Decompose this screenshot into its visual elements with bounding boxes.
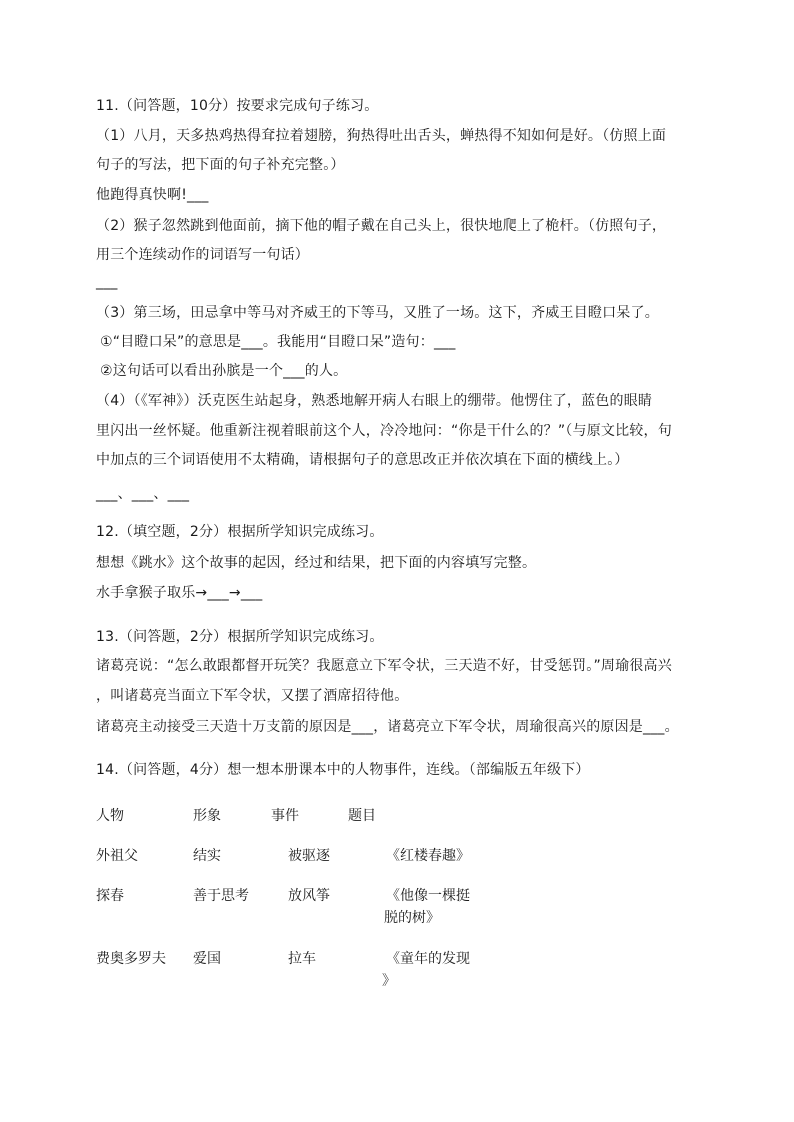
q14-row2-title-line2: 脱的树》 — [384, 910, 440, 926]
q14-header: 14.（问答题，4分）想一想本册课本中的人物事件，连线。（部编版五年级下） — [96, 762, 590, 778]
q14-row2-title-line1: 《他像一棵挺 — [386, 888, 470, 904]
q11-header: 11.（问答题，10分）按要求完成句子练习。 — [96, 98, 379, 114]
q14-row3-image: 爱国 — [193, 951, 221, 967]
q13-line2: ，叫诸葛亮当面立下军令状，又摆了酒席招待他。 — [96, 688, 409, 704]
q11-part3-sub2: ②这句话可以看出孙膑是一个___的人。 — [100, 363, 348, 379]
q14-col-event: 事件 — [271, 808, 299, 824]
q11-part3-line1: （3）第三场，田忌拿中等马对齐威王的下等马，又胜了一场。这下，齐威王目瞪口呆了。 — [96, 305, 659, 321]
q11-part2-line1: （2）猴子忽然跳到他面前，摘下他的帽子戴在自己头上，很快地爬上了桅杆。（仿照句子， — [96, 218, 667, 234]
q14-row3-event: 拉车 — [288, 951, 316, 967]
q13-line1: 诸葛亮说：“怎么敢跟都督开玩笑？我愿意立下军令状，三天造不好，甘受惩罚。”周瑜很高兴 — [96, 658, 672, 674]
q12-header: 12.（填空题，2分）根据所学知识完成练习。 — [96, 524, 384, 540]
q14-row3-title-line2: 》 — [382, 973, 396, 989]
q11-part4-blanks: ___、___、___ — [96, 486, 190, 502]
q14-col-person: 人物 — [96, 808, 124, 824]
q14-row1-title: 《红楼春趣》 — [386, 848, 470, 864]
q11-part4-line3: 中加点的三个词语使用不太精确，请根据句子的意思改正并依次填在下面的横线上。） — [96, 452, 629, 468]
q14-row3-title-line1: 《童年的发现 — [386, 951, 470, 967]
q14-row1-event: 被驱逐 — [288, 848, 330, 864]
q14-row2-image: 善于思考 — [193, 888, 249, 904]
q13-header: 13.（问答题，2分）根据所学知识完成练习。 — [96, 629, 384, 645]
q14-col-title: 题目 — [348, 808, 376, 824]
q11-part1-line1: （1）八月，天多热鸡热得耷拉着翅膀，狗热得吐出舌头，蝉热得不知如何是好。（仿照上面 — [96, 128, 667, 144]
q14-row2-person: 探春 — [96, 888, 124, 904]
q11-part4-line1: （4）（《军神》）沃克医生站起身，熟悉地解开病人右眼上的绷带。他愣住了，蓝色的眼睛 — [96, 393, 653, 409]
q14-row1-image: 结实 — [193, 848, 221, 864]
q11-part4-line2: 里闪出一丝怀疑。他重新注视着眼前这个人，冷冷地问：“你是干什么的？”（与原文比较，句 — [96, 423, 672, 439]
q11-part3-sub1: ①“目瞪口呆”的意思是___。我能用“目瞪口呆”造句：___ — [100, 334, 456, 350]
q11-part1-blank: 他跑得真快啊!___ — [96, 187, 209, 203]
q11-part1-line2: 句子的写法，把下面的句子补充完整。） — [96, 157, 345, 173]
q14-col-image: 形象 — [193, 808, 221, 824]
q14-row2-event: 放风筝 — [288, 888, 330, 904]
q13-line3: 诸葛亮主动接受三天造十万支箭的原因是___，诸葛亮立下军令状，周瑜很高兴的原因是___。 — [96, 719, 679, 735]
q14-row1-person: 外祖父 — [96, 848, 138, 864]
q12-line2: 水手拿猴子取乐→___→___ — [96, 585, 263, 601]
q11-part2-blank: ___ — [96, 274, 118, 290]
q14-row3-person: 费奥多罗夫 — [96, 951, 166, 967]
q11-part2-line2: 用三个连续动作的词语写一句话） — [96, 247, 309, 263]
q12-line1: 想想《跳水》这个故事的起因，经过和结果，把下面的内容填写完整。 — [96, 555, 537, 571]
